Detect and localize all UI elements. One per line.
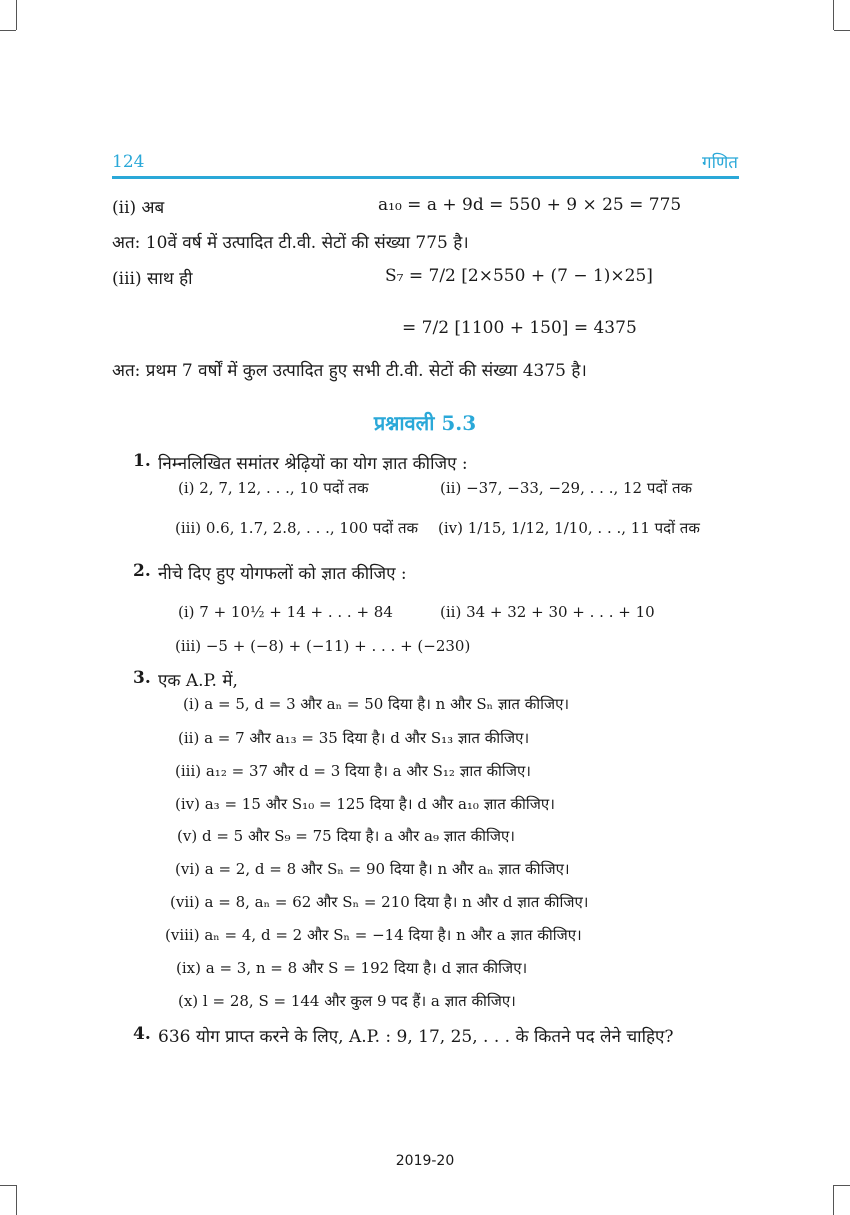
- q3-text: एक A.P. में,: [158, 671, 238, 691]
- part3-label: (iii) साथ ही: [112, 269, 193, 289]
- q3-part: (vi) a = 2, d = 8 और Sₙ = 90 दिया है। n और aₙ ज्ञात कीजिए।: [175, 860, 570, 878]
- subject-title: गणित: [702, 153, 738, 173]
- q3-part: (i) a = 5, d = 3 और aₙ = 50 दिया है। n और Sₙ ज्ञात कीजिए।: [183, 695, 570, 713]
- q3-part: (iv) a₃ = 15 और S₁₀ = 125 दिया है। d और a₁₀ ज्ञात कीजिए।: [175, 795, 555, 813]
- crop-mark: [16, 0, 17, 30]
- part2-conclusion: अत: 10वें वर्ष में उत्पादित टी.वी. सेटों की संख्या 775 है।: [112, 233, 469, 253]
- part3-equation-1: S₇ = 7/2 [2×550 + (7 − 1)×25]: [385, 266, 653, 286]
- q3-part: (x) l = 28, S = 144 और कुल 9 पद हैं। a ज्ञात कीजिए।: [178, 992, 516, 1010]
- q4-number: 4.: [133, 1024, 151, 1044]
- q1-part-iv: (iv) 1/15, 1/12, 1/10, . . ., 11 पदों तक: [438, 519, 700, 537]
- exercise-title: प्रश्नावली 5.3: [373, 411, 477, 435]
- crop-mark: [833, 0, 834, 30]
- crop-mark: [16, 1185, 17, 1215]
- q2-part-i: (i) 7 + 10½ + 14 + . . . + 84: [178, 603, 393, 621]
- q4-text: 636 योग प्राप्त करने के लिए, A.P. : 9, 17, 25, . . . के कितने पद लेने चाहिए?: [158, 1027, 674, 1047]
- q3-part: (v) d = 5 और S₉ = 75 दिया है। a और a₉ ज्ञात कीजिए।: [177, 827, 515, 845]
- crop-mark: [833, 1185, 834, 1215]
- q1-part-i: (i) 2, 7, 12, . . ., 10 पदों तक: [178, 479, 369, 497]
- q2-part-ii: (ii) 34 + 32 + 30 + . . . + 10: [440, 603, 655, 621]
- part3-equation-2: = 7/2 [1100 + 150] = 4375: [402, 318, 637, 338]
- part3-conclusion: अत: प्रथम 7 वर्षों में कुल उत्पादित हुए सभी टी.वी. सेटों की संख्या 4375 है।: [112, 361, 587, 381]
- header-rule: [112, 176, 739, 179]
- q2-number: 2.: [133, 561, 151, 581]
- q3-part: (vii) a = 8, aₙ = 62 और Sₙ = 210 दिया है। n और d ज्ञात कीजिए।: [170, 893, 589, 911]
- q2-text: नीचे दिए हुए योगफलों को ज्ञात कीजिए :: [158, 564, 407, 584]
- footer-year: 2019-20: [395, 1153, 455, 1169]
- crop-mark: [0, 30, 16, 31]
- q1-part-iii: (iii) 0.6, 1.7, 2.8, . . ., 100 पदों तक: [175, 519, 419, 537]
- q1-part-ii: (ii) −37, −33, −29, . . ., 12 पदों तक: [440, 479, 693, 497]
- page-number: 124: [112, 152, 145, 172]
- part2-equation: a₁₀ = a + 9d = 550 + 9 × 25 = 775: [378, 195, 682, 215]
- q2-part-iii: (iii) −5 + (−8) + (−11) + . . . + (−230): [175, 637, 471, 655]
- q3-part: (iii) a₁₂ = 37 और d = 3 दिया है। a और S₁₂ ज्ञात कीजिए।: [175, 762, 531, 780]
- crop-mark: [834, 30, 850, 31]
- crop-mark: [0, 1185, 16, 1186]
- q1-number: 1.: [133, 451, 151, 471]
- part2-label: (ii) अब: [112, 198, 165, 218]
- crop-mark: [834, 1185, 850, 1186]
- q3-part: (viii) aₙ = 4, d = 2 और Sₙ = −14 दिया है। n और a ज्ञात कीजिए।: [165, 926, 582, 944]
- q3-part: (ix) a = 3, n = 8 और S = 192 दिया है। d ज्ञात कीजिए।: [176, 959, 528, 977]
- q3-number: 3.: [133, 668, 151, 688]
- q1-text: निम्नलिखित समांतर श्रेढ़ियों का योग ज्ञात कीजिए :: [158, 454, 468, 474]
- q3-part: (ii) a = 7 और a₁₃ = 35 दिया है। d और S₁₃ ज्ञात कीजिए।: [178, 729, 530, 747]
